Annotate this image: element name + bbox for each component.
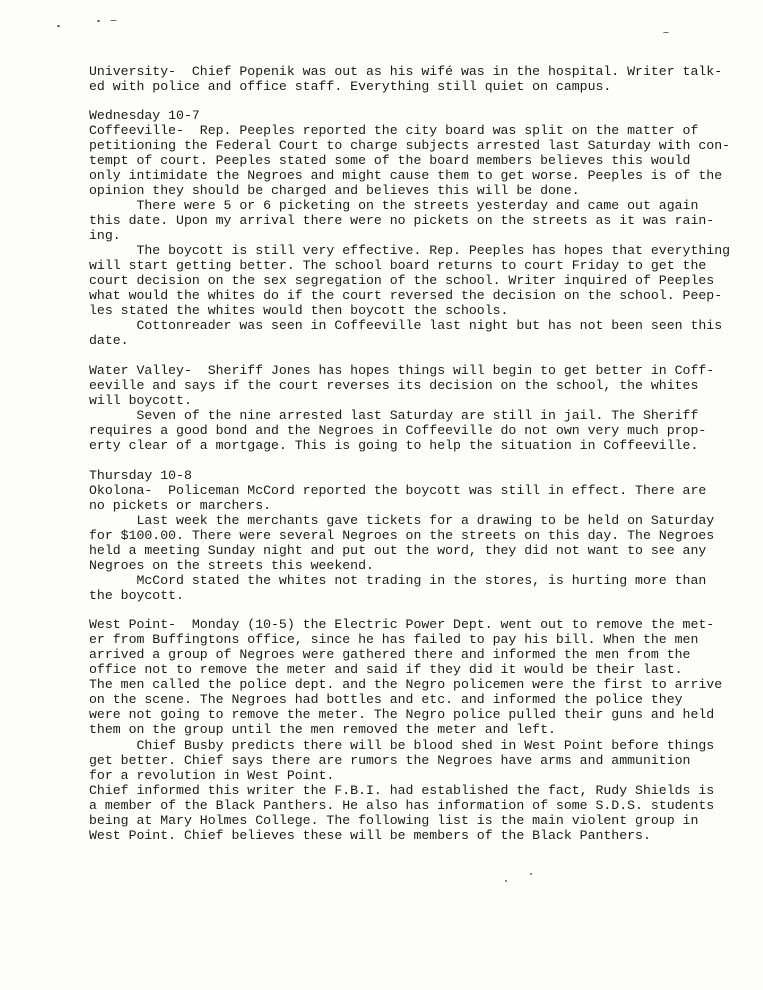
text-line: University- Chief Popenik was out as his wifé was in the hospital. Writer talk- <box>89 64 723 79</box>
paragraph-coffeeville-4 <box>89 318 723 348</box>
text-line: the boycott. <box>89 588 184 603</box>
text-line: Water Valley- Sheriff Jones has hopes things will begin to get better in Coff- <box>89 363 715 378</box>
text-line: West Point. Chief believes these will be members of the Black Panthers. <box>89 828 651 843</box>
text-line: ing. <box>89 228 121 243</box>
text-line: a member of the Black Panthers. He also has information of some S.D.S. students <box>89 798 715 813</box>
text-line: being at Mary Holmes College. The following list is the main violent group in <box>89 813 699 828</box>
paragraph-okolona-2 <box>89 513 715 573</box>
text-line: held a meeting Sunday night and put out the word, they did not want to see any <box>89 543 707 558</box>
text-line: Thursday 10-8 <box>89 468 192 483</box>
text-line: for $100.00. There were several Negroes on the streets on this day. The Negroes <box>89 528 715 543</box>
text-line: Seven of the nine arrested last Saturday are still in jail. The Sheriff <box>89 408 699 423</box>
text-line: will start getting better. The school board returns to court Friday to get the <box>89 258 707 273</box>
paragraph-west-point-1 <box>89 617 723 737</box>
text-line: Wednesday 10-7 <box>89 108 200 123</box>
text-line: were not going to remove the meter. The Negro police pulled their guns and held <box>89 707 715 722</box>
text-line: court decision on the sex segregation of the school. Writer inquired of Peeples <box>89 273 715 288</box>
paragraph-coffeeville-2 <box>89 198 715 243</box>
text-line: only intimidate the Negroes and might cause them to get worse. Peeples is of the <box>89 168 723 183</box>
text-line: office not to remove the meter and said if they did it would be their last. <box>89 662 683 677</box>
text-line: er from Buffingtons office, since he has failed to pay his bill. When the men <box>89 632 699 647</box>
text-line: Negroes on the streets this weekend. <box>89 558 374 573</box>
text-line: no pickets or marchers. <box>89 498 272 513</box>
text-line: them on the group until the men removed the meter and left. <box>89 722 556 737</box>
paragraph-water-valley-2 <box>89 408 707 453</box>
text-line: Chief Busby predicts there will be blood shed in West Point before things <box>89 738 715 753</box>
text-line: McCord stated the whites not trading in the stores, is hurting more than <box>89 573 707 588</box>
text-line: There were 5 or 6 picketing on the streets yesterday and came out again <box>89 198 699 213</box>
text-line: erty clear of a mortgage. This is going to help the situation in Coffeeville. <box>89 438 699 453</box>
text-line: ed with police and office staff. Everything still quiet on campus. <box>89 79 612 94</box>
scan-speck <box>97 20 100 22</box>
paragraph-university <box>89 64 723 94</box>
text-line: date. <box>89 333 129 348</box>
text-line: eeville and says if the court reverses its decision on the school, the whites <box>89 378 699 393</box>
paragraph-okolona-1 <box>89 483 707 513</box>
paragraph-coffeeville-1 <box>89 123 731 198</box>
text-line: on the scene. The Negroes had bottles and etc. and informed the police they <box>89 692 683 707</box>
text-line: this date. Upon my arrival there were no pickets on the streets as it was rain- <box>89 213 715 228</box>
text-line: what would the whites do if the court reversed the decision on the school. Peep- <box>89 288 723 303</box>
text-line: The men called the police dept. and the Negro policemen were the first to arrive <box>89 677 723 692</box>
text-line: tempt of court. Peeples stated some of the board members believes this would <box>89 153 691 168</box>
text-line: les stated the whites would then boycott the schools. <box>89 303 509 318</box>
text-line: Coffeeville- Rep. Peeples reported the city board was split on the matter of <box>89 123 699 138</box>
scan-speck <box>505 880 507 882</box>
paragraph-water-valley-1 <box>89 363 715 408</box>
text-line: opinion they should be charged and believes this will be done. <box>89 183 580 198</box>
text-line: requires a good bond and the Negroes in Coffeeville do not own very much prop- <box>89 423 707 438</box>
text-line: get better. Chief says there are rumors the Negroes have arms and ammunition <box>89 753 691 768</box>
text-line: The boycott is still very effective. Rep. Peeples has hopes that everything <box>89 243 731 258</box>
scan-speck <box>110 20 117 21</box>
paragraph-okolona-3 <box>89 573 707 603</box>
date-heading-wednesday <box>89 108 689 123</box>
text-line: Chief informed this writer the F.B.I. had established the fact, Rudy Shields is <box>89 783 715 798</box>
date-heading-thursday <box>89 468 689 483</box>
paragraph-coffeeville-3 <box>89 243 731 318</box>
text-line: Cottonreader was seen in Coffeeville last night but has not been seen this <box>89 318 723 333</box>
text-line: petitioning the Federal Court to charge subjects arrested last Saturday with con- <box>89 138 731 153</box>
scan-speck <box>57 25 60 27</box>
text-line: Last week the merchants gave tickets for a drawing to be held on Saturday <box>89 513 715 528</box>
paragraph-west-point-2 <box>89 738 715 843</box>
text-line: arrived a group of Negroes were gathered there and informed the men from the <box>89 647 691 662</box>
text-line: for a revolution in West Point. <box>89 768 335 783</box>
text-line: will boycott. <box>89 393 192 408</box>
scan-speck <box>663 32 669 33</box>
text-line: Okolona- Policeman McCord reported the boycott was still in effect. There are <box>89 483 707 498</box>
text-line: West Point- Monday (10-5) the Electric Power Dept. went out to remove the met- <box>89 617 715 632</box>
scan-speck <box>530 873 532 875</box>
